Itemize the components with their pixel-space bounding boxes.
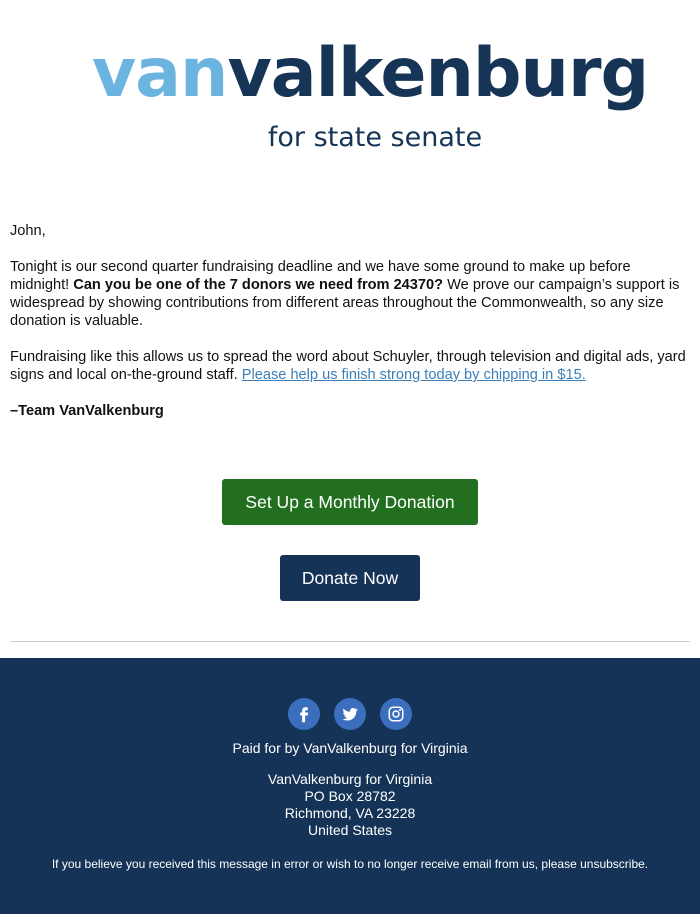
social-links (0, 698, 700, 730)
logo-wordmark (0, 34, 700, 113)
paragraph-deadline (10, 258, 690, 330)
chip-in-link[interactable]: Please help us finish strong today by chipping in $15. (241, 367, 586, 383)
twitter-icon[interactable] (334, 698, 366, 730)
instagram-icon[interactable] (380, 698, 412, 730)
unsubscribe-notice[interactable]: If you believe you received this message in error or wish to no longer receive email from us, please unsubscribe. (51, 857, 649, 871)
monthly-donation-button[interactable]: Set Up a Monthly Donation (222, 479, 478, 525)
address-line: PO Box 28782 (304, 788, 396, 804)
divider (10, 641, 690, 642)
donor-ask: Can you be one of the 7 donors we need from 24370? (73, 277, 444, 293)
donate-now-button[interactable]: Donate Now (280, 555, 420, 601)
paragraph-deadline-start: Tonight is our second quarter fundraising deadline and we have some ground to make up before midnight! (10, 259, 631, 293)
address-line: United States (307, 822, 393, 838)
logo-subtitle: for state senate (267, 122, 483, 153)
campaign-logo (0, 34, 700, 153)
mailing-address (0, 771, 700, 839)
address-line: Richmond, VA 23228 (284, 805, 416, 821)
paragraph-fundraising-text: Fundraising like this allows us to spread the word about Schuyler, through television and digital ads, yard signs and local on-the-ground staff. (10, 349, 686, 383)
paragraph-deadline-end: We prove our campaign’s support is widespread by showing contributions from different areas throughout the Commonwealth, so any size donation is valuable. (10, 277, 680, 329)
email-body (10, 222, 690, 438)
paid-for-disclaimer: Paid for by VanValkenburg for Virginia (232, 740, 468, 756)
signature: –Team VanValkenburg (10, 403, 164, 419)
greeting: John, (10, 223, 46, 239)
address-line: VanValkenburg for Virginia (267, 771, 433, 787)
footer (0, 658, 700, 914)
logo-name-text: valkenburg (227, 34, 649, 113)
facebook-icon[interactable] (288, 698, 320, 730)
logo-van-text: van (91, 34, 228, 113)
paragraph-fundraising (10, 348, 690, 384)
